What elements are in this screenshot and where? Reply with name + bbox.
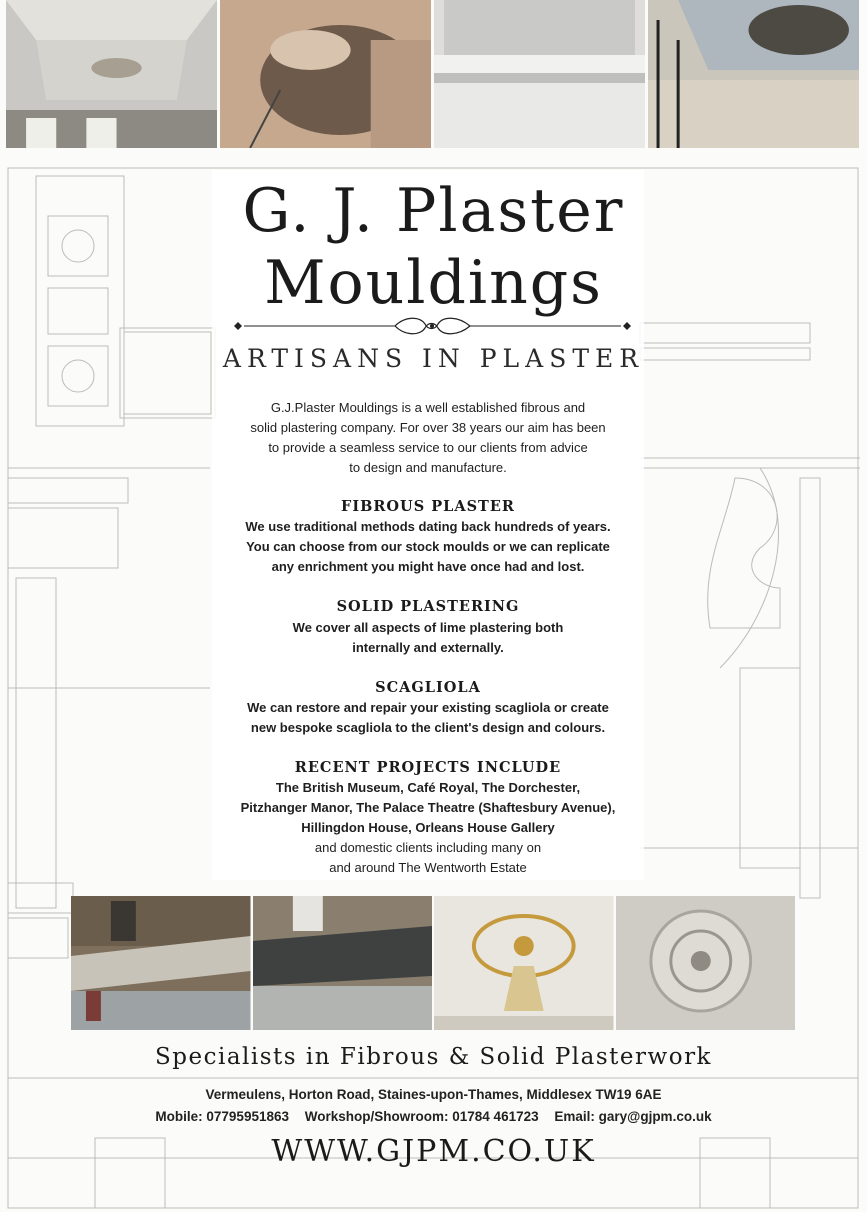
photo-ornate-ceiling bbox=[6, 0, 217, 148]
section-body-fibrous-plaster bbox=[212, 517, 644, 577]
intro-paragraph bbox=[212, 398, 644, 478]
photo-damaged-ceiling bbox=[220, 0, 431, 148]
project-line: The British Museum, Café Royal, The Dorchester, bbox=[275, 780, 581, 795]
intro-line: to provide a seamless service to our clients from advice bbox=[268, 440, 588, 455]
body-line: We use traditional methods dating back hundreds of years. bbox=[245, 519, 611, 534]
company-name-line2: Mouldings bbox=[264, 248, 603, 318]
ornamental-divider bbox=[230, 312, 635, 340]
body-line: internally and externally. bbox=[352, 640, 504, 655]
company-name-line1: G. J. Plaster bbox=[242, 176, 625, 246]
body-line: any enrichment you might have once had and lost. bbox=[271, 559, 585, 574]
project-line: Pitzhanger Manor, The Palace Theatre (Shaftesbury Avenue), bbox=[240, 800, 616, 815]
photo-ceiling-medallion bbox=[616, 896, 796, 1030]
top-photo-strip bbox=[6, 0, 859, 148]
section-heading-solid-plastering: SOLID PLASTERING bbox=[336, 598, 520, 615]
section-body-recent-projects bbox=[212, 778, 644, 878]
specialists-tagline: Specialists in Fibrous & Solid Plasterwork bbox=[155, 1044, 712, 1070]
website-url: WWW.GJPM.CO.UK bbox=[271, 1134, 596, 1169]
photo-exterior-cornice bbox=[71, 896, 251, 1030]
intro-line: to design and manufacture. bbox=[349, 460, 507, 475]
project-line: and domestic clients including many on bbox=[314, 840, 542, 855]
mobile-number: Mobile: 07795951863 bbox=[155, 1109, 289, 1124]
email-address: Email: gary@gjpm.co.uk bbox=[554, 1109, 712, 1124]
photo-gilded-ceiling-rose bbox=[434, 896, 614, 1030]
company-address: Vermeulens, Horton Road, Staines-upon-Thames, Middlesex TW19 6AE bbox=[205, 1087, 662, 1102]
contact-details bbox=[0, 1109, 867, 1124]
body-line: You can choose from our stock moulds or we can replicate bbox=[246, 539, 610, 554]
section-heading-recent-projects: RECENT PROJECTS INCLUDE bbox=[294, 759, 562, 776]
photo-exterior-moulding bbox=[253, 896, 433, 1030]
bottom-photo-strip bbox=[71, 896, 795, 1030]
intro-line: solid plastering company. For over 38 years our aim has been bbox=[250, 420, 606, 435]
tagline: ARTISANS IN PLASTER bbox=[222, 344, 645, 373]
photo-restored-cornice bbox=[434, 0, 645, 148]
intro-line: G.J.Plaster Mouldings is a well established fibrous and bbox=[270, 400, 586, 415]
project-line: and around The Wentworth Estate bbox=[329, 860, 527, 875]
body-line: We cover all aspects of lime plastering both bbox=[292, 620, 564, 635]
section-body-solid-plastering bbox=[212, 618, 644, 658]
body-line: new bespoke scagliola to the client's design and colours. bbox=[250, 720, 606, 735]
project-line: Hillingdon House, Orleans House Gallery bbox=[301, 820, 555, 835]
section-heading-fibrous-plaster: FIBROUS PLASTER bbox=[341, 498, 515, 515]
body-line: We can restore and repair your existing scagliola or create bbox=[247, 700, 609, 715]
section-body-scagliola bbox=[212, 698, 644, 738]
section-heading-scagliola: SCAGLIOLA bbox=[375, 679, 481, 696]
photo-ceiling-restoration bbox=[648, 0, 859, 148]
workshop-number: Workshop/Showroom: 01784 461723 bbox=[304, 1109, 539, 1124]
